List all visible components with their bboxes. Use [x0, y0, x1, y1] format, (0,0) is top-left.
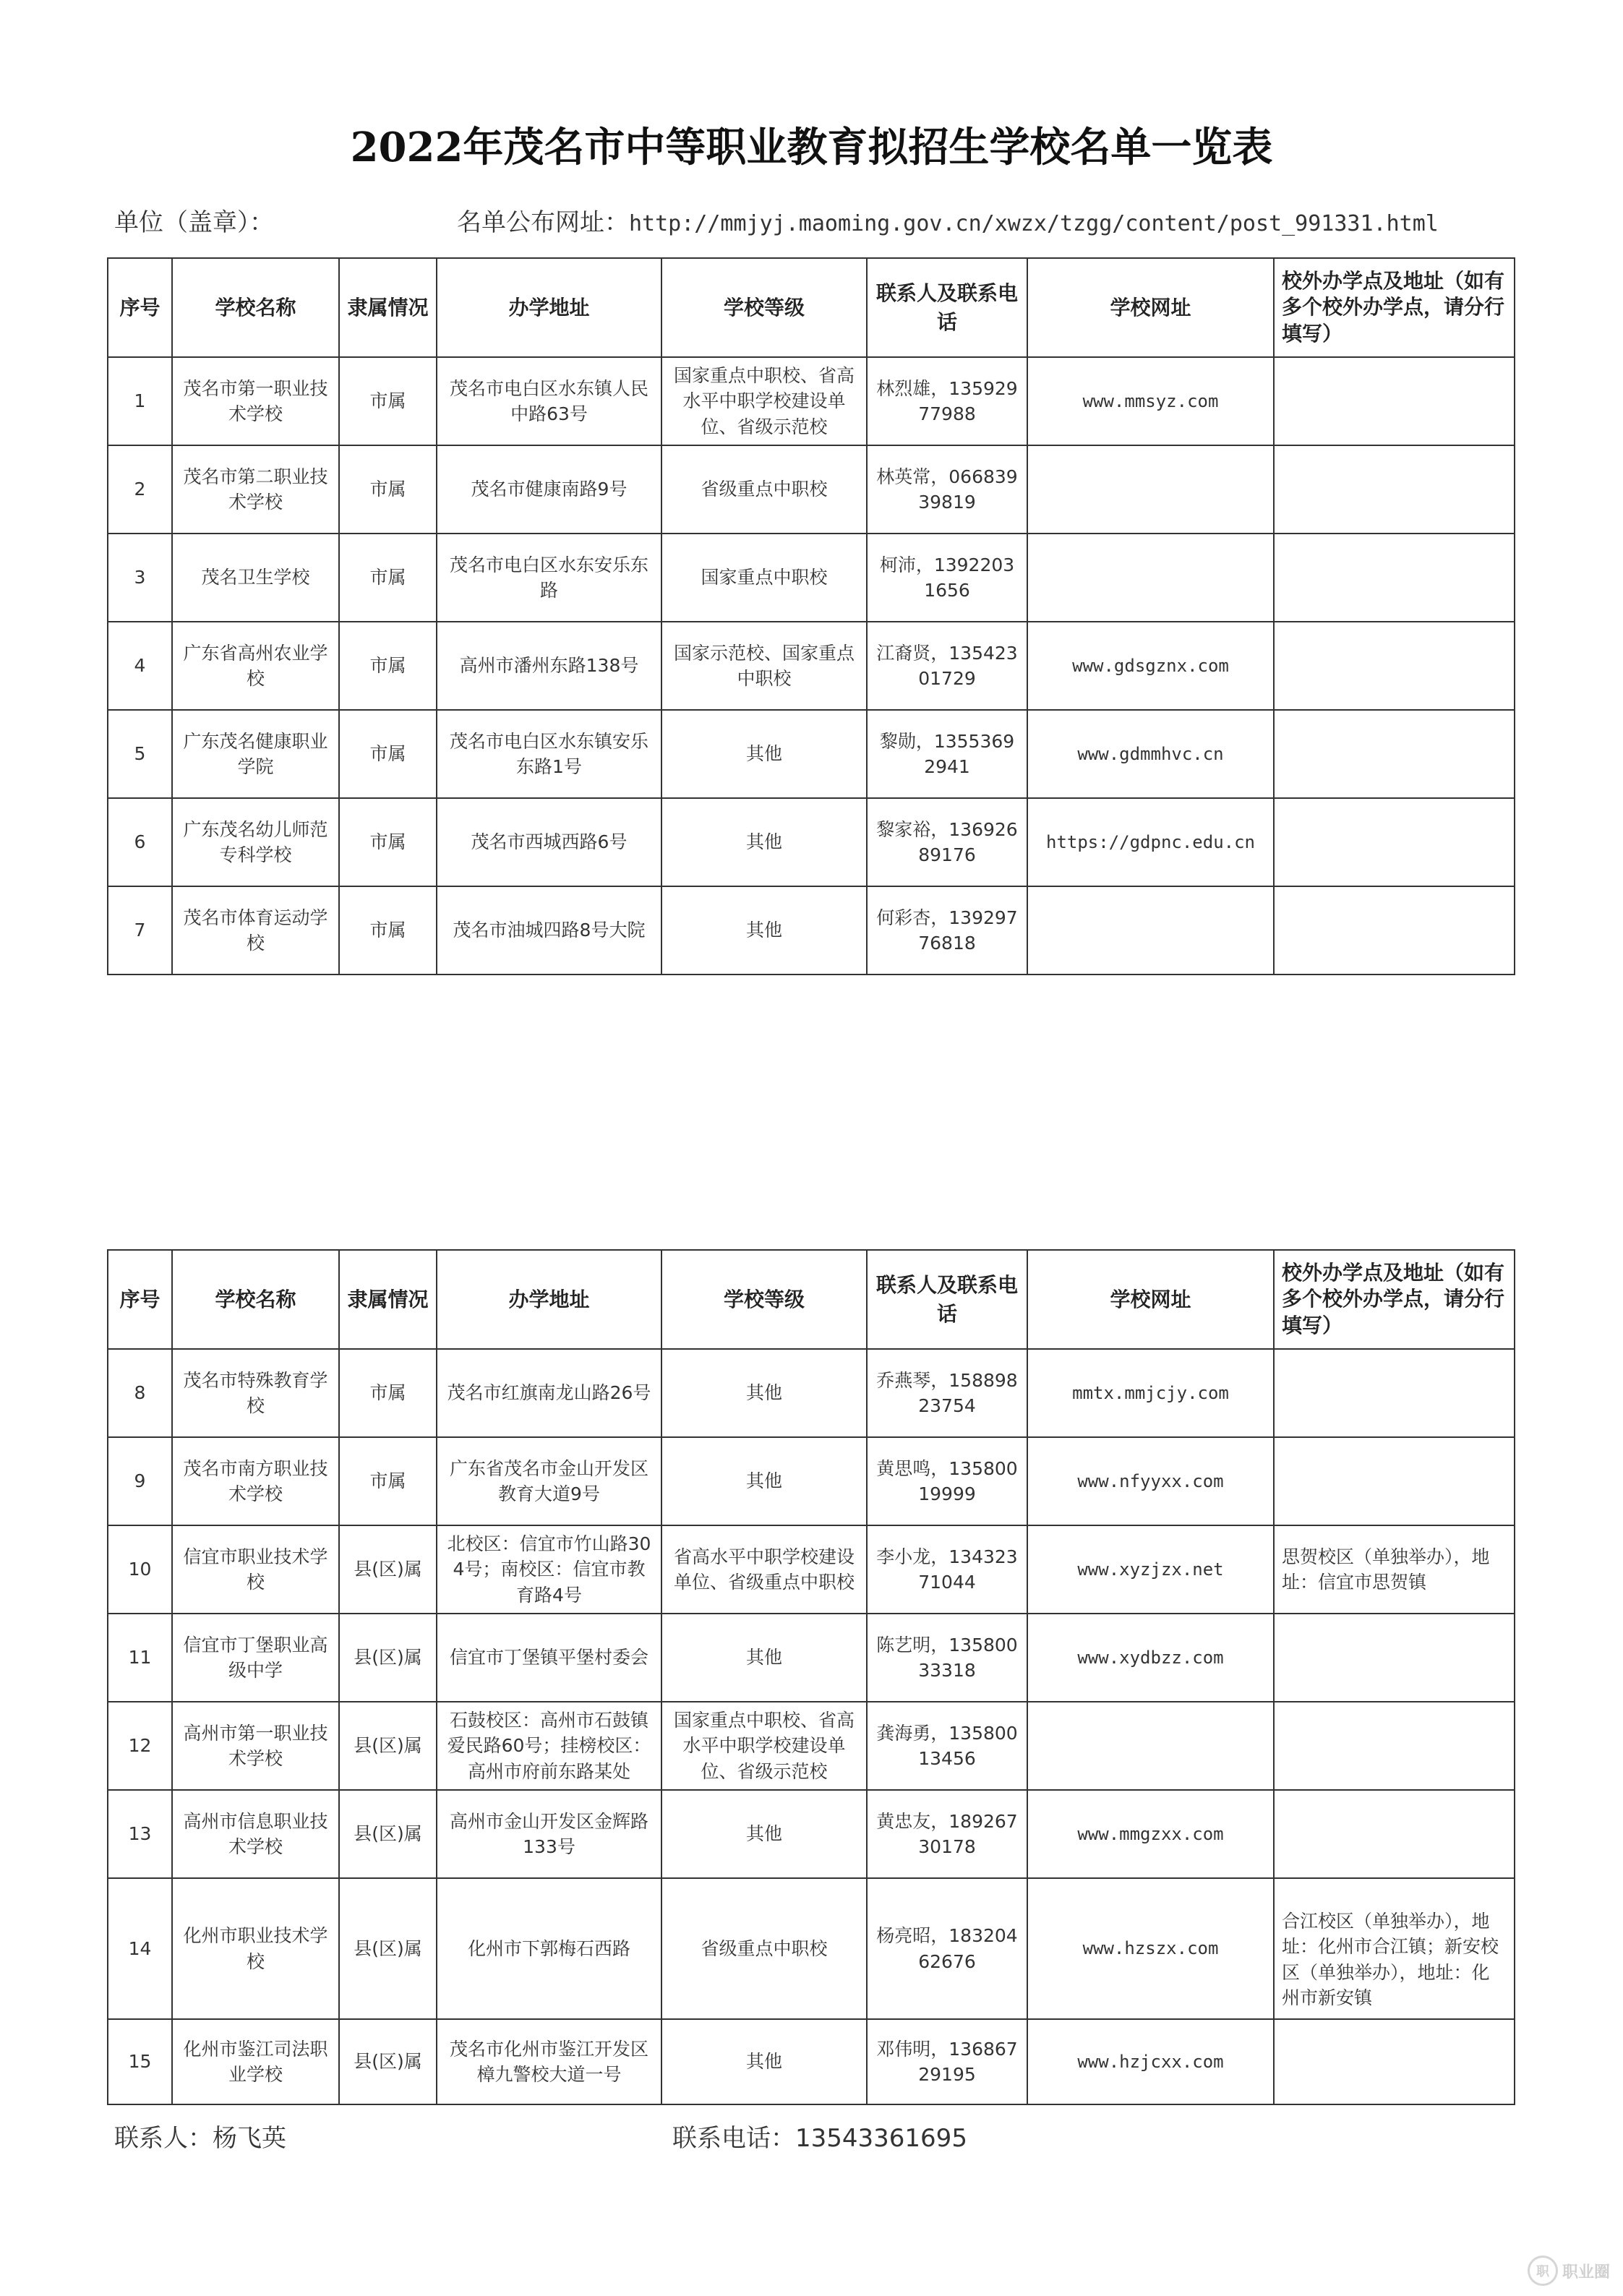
watermark-logo-icon: 职 [1528, 2256, 1558, 2286]
cell-contact-text: 林烈雄，13592977988 [876, 377, 1018, 424]
cell-contact-text: 林英常，06683939819 [876, 466, 1018, 513]
cell-no [108, 1525, 172, 1614]
cell-affiliation-text: 市属 [369, 920, 406, 941]
cell-level-text: 其他 [745, 920, 782, 941]
cell-contact [867, 1702, 1027, 1790]
footer-phone-label: 联系电话： [672, 2124, 795, 2153]
cell-level-text: 其他 [745, 1823, 782, 1845]
cell-offsite [1274, 2019, 1515, 2104]
cell-no [108, 798, 172, 886]
cell-level [661, 357, 867, 445]
cell-website-text[interactable]: www.xydbzz.com [1077, 1647, 1224, 1668]
cell-affiliation [339, 445, 437, 534]
cell-school-name [172, 1702, 339, 1790]
cell-level-text: 国家重点中职校 [701, 567, 828, 588]
cell-affiliation [339, 1702, 437, 1790]
cell-no [108, 710, 172, 798]
cell-no-text: 11 [128, 1647, 152, 1669]
cell-no [108, 357, 172, 445]
cell-contact [867, 1437, 1027, 1525]
cell-level-text: 其他 [745, 1470, 782, 1492]
cell-affiliation [339, 622, 437, 710]
header-level: 学校等级 [661, 1250, 867, 1349]
header-address: 办学地址 [437, 258, 661, 357]
cell-no [108, 2019, 172, 2104]
cell-website[interactable] [1027, 622, 1274, 710]
cell-no-text: 2 [134, 479, 146, 500]
publish-url-label: 名单公布网址： [457, 208, 629, 237]
cell-level-text: 国家重点中职校、省高水平中职学校建设单位、省级示范校 [673, 1709, 855, 1782]
cell-level [661, 886, 867, 974]
cell-contact [867, 1614, 1027, 1702]
cell-website-text[interactable]: www.nfyyxx.com [1077, 1470, 1224, 1491]
cell-website[interactable] [1027, 1790, 1274, 1878]
cell-website[interactable] [1027, 1437, 1274, 1525]
table-row [108, 534, 1515, 622]
cell-offsite [1274, 798, 1515, 886]
cell-affiliation-text: 市属 [369, 1470, 406, 1492]
cell-address [437, 798, 661, 886]
cell-address-text: 北校区：信宜市竹山路304号；南校区：信宜市教育路4号 [447, 1533, 651, 1606]
cell-school-name [172, 2019, 339, 2104]
cell-school-name [172, 710, 339, 798]
header-address: 办学地址 [437, 1250, 661, 1349]
cell-school-name-text: 茂名市第一职业技术学校 [183, 377, 328, 424]
cell-offsite [1274, 1437, 1515, 1525]
cell-level-text: 其他 [745, 2051, 782, 2073]
cell-website[interactable] [1027, 2019, 1274, 2104]
cell-school-name-text: 茂名卫生学校 [201, 567, 310, 588]
table-row [108, 622, 1515, 710]
school-table-part2 [107, 1249, 1515, 2105]
header-contact: 联系人及联系电话 [867, 1250, 1027, 1349]
cell-contact-text: 何彩杏，13929776818 [876, 907, 1018, 954]
footer-contact-name: 杨飞英 [213, 2124, 286, 2153]
cell-contact [867, 1878, 1027, 2019]
cell-contact-text: 李小龙，13432371044 [876, 1546, 1018, 1593]
cell-contact-text: 邓伟明，13686729195 [876, 2038, 1018, 2085]
publish-url[interactable]: http://mmjyj.maoming.gov.cn/xwzx/tzgg/content/post_991331.html [629, 211, 1439, 236]
cell-contact-text: 杨亮昭，18320462676 [876, 1925, 1018, 1972]
cell-affiliation [339, 1614, 437, 1702]
cell-address [437, 2019, 661, 2104]
footer-contact-label: 联系人： [114, 2124, 213, 2153]
cell-website[interactable] [1027, 710, 1274, 798]
cell-contact [867, 1525, 1027, 1614]
cell-contact-text: 陈艺明，13580033318 [876, 1634, 1018, 1681]
cell-no-text: 8 [134, 1382, 146, 1404]
cell-no [108, 622, 172, 710]
cell-contact [867, 445, 1027, 534]
cell-school-name-text: 信宜市丁堡职业高级中学 [183, 1634, 328, 1681]
header-level: 学校等级 [661, 258, 867, 357]
cell-affiliation-text: 市属 [369, 743, 406, 765]
table-row [108, 1437, 1515, 1525]
cell-level [661, 2019, 867, 2104]
cell-no-text: 14 [128, 1937, 152, 1959]
cell-affiliation-text: 市属 [369, 390, 406, 412]
cell-website[interactable] [1027, 445, 1274, 534]
header-affiliation: 隶属情况 [339, 258, 437, 357]
cell-affiliation-text: 市属 [369, 655, 406, 677]
cell-school-name-text: 高州市信息职业技术学校 [183, 1810, 328, 1857]
table-row [108, 1790, 1515, 1878]
cell-address [437, 445, 661, 534]
cell-offsite [1274, 1790, 1515, 1878]
cell-no [108, 886, 172, 974]
cell-address-text: 茂名市电白区水东安乐东路 [449, 554, 648, 601]
cell-no-text: 7 [134, 920, 146, 941]
cell-affiliation-text: 市属 [369, 567, 406, 588]
cell-contact [867, 534, 1027, 622]
cell-website-text[interactable]: mmtx.mmjcjy.com [1072, 1382, 1229, 1403]
cell-website[interactable] [1027, 798, 1274, 886]
cell-affiliation [339, 710, 437, 798]
cell-address [437, 710, 661, 798]
cell-address-text: 高州市金山开发区金辉路133号 [449, 1810, 648, 1857]
cell-school-name [172, 1437, 339, 1525]
cell-contact-text: 柯沛，13922031656 [879, 554, 1015, 601]
cell-affiliation-text: 县(区)属 [354, 2051, 422, 2073]
header-website: 学校网址 [1027, 1250, 1274, 1349]
cell-affiliation-text: 市属 [369, 1382, 406, 1404]
table-row [108, 445, 1515, 534]
cell-school-name-text: 茂名市第二职业技术学校 [183, 466, 328, 513]
table-row [108, 2019, 1515, 2104]
cell-contact [867, 2019, 1027, 2104]
cell-address [437, 534, 661, 622]
cell-level-text: 国家重点中职校、省高水平中职学校建设单位、省级示范校 [673, 364, 855, 437]
cell-school-name-text: 茂名市南方职业技术学校 [183, 1457, 328, 1504]
cell-offsite-text: 合江校区（单独举办），地址：化州市合江镇；新安校区（单独举办），地址：化州市新安镇 [1282, 1910, 1499, 2008]
cell-website[interactable] [1027, 1525, 1274, 1614]
cell-no [108, 1702, 172, 1790]
cell-no-text: 13 [128, 1823, 152, 1845]
cell-contact [867, 357, 1027, 445]
cell-level [661, 1878, 867, 2019]
cell-level-text: 国家示范校、国家重点中职校 [673, 642, 855, 689]
table-row [108, 1525, 1515, 1614]
table-row [108, 1878, 1515, 2019]
cell-website-text[interactable]: www.hzszx.com [1082, 1938, 1219, 1959]
cell-address-text: 茂名市化州市鉴江开发区樟九警校大道一号 [449, 2038, 648, 2085]
cell-school-name [172, 1790, 339, 1878]
cell-no-text: 9 [134, 1470, 146, 1492]
cell-website[interactable] [1027, 1349, 1274, 1437]
cell-website-text[interactable]: www.mmgzxx.com [1077, 1823, 1224, 1844]
table-row [108, 798, 1515, 886]
cell-school-name-text: 广东省高州农业学校 [183, 642, 328, 689]
cell-level [661, 710, 867, 798]
cell-no-text: 12 [128, 1735, 152, 1757]
cell-address [437, 1790, 661, 1878]
cell-no-text: 3 [134, 567, 146, 588]
cell-address-text: 高州市潘州东路138号 [459, 655, 639, 677]
cell-no [108, 1349, 172, 1437]
cell-address [437, 1349, 661, 1437]
cell-address [437, 357, 661, 445]
cell-school-name-text: 茂名市体育运动学校 [183, 907, 328, 954]
watermark [1528, 2256, 1610, 2286]
cell-website-text[interactable]: www.hzjcxx.com [1077, 2051, 1224, 2072]
cell-address-text: 茂名市油城四路8号大院 [453, 920, 646, 941]
cell-level [661, 1614, 867, 1702]
header-no: 序号 [108, 1250, 172, 1349]
cell-contact-text: 江裔贤，13542301729 [876, 642, 1018, 689]
cell-website[interactable] [1027, 357, 1274, 445]
cell-level [661, 1437, 867, 1525]
cell-affiliation-text: 县(区)属 [354, 1647, 422, 1669]
cell-offsite [1274, 445, 1515, 534]
cell-level-text: 其他 [745, 743, 782, 765]
cell-level [661, 1349, 867, 1437]
table-header-row [108, 1250, 1515, 1349]
cell-affiliation-text: 县(区)属 [354, 1937, 422, 1959]
cell-level [661, 1525, 867, 1614]
cell-website-text[interactable]: www.gdsgznx.com [1072, 655, 1229, 676]
cell-affiliation [339, 1349, 437, 1437]
cell-school-name [172, 534, 339, 622]
cell-address-text: 茂名市红旗南龙山路26号 [447, 1382, 651, 1404]
cell-contact [867, 622, 1027, 710]
cell-contact-text: 黎家裕，13692689176 [876, 818, 1018, 865]
footer-phone [672, 2118, 967, 2154]
table-row [108, 1349, 1515, 1437]
cell-website-text[interactable]: www.gdmmhvc.cn [1077, 743, 1224, 764]
cell-school-name-text: 化州市鉴江司法职业学校 [183, 2038, 328, 2085]
cell-school-name [172, 1349, 339, 1437]
cell-no [108, 445, 172, 534]
cell-no [108, 534, 172, 622]
cell-school-name [172, 622, 339, 710]
cell-contact [867, 1790, 1027, 1878]
cell-offsite [1274, 710, 1515, 798]
cell-website[interactable] [1027, 886, 1274, 974]
cell-affiliation [339, 798, 437, 886]
cell-website[interactable] [1027, 1878, 1274, 2019]
cell-offsite [1274, 1525, 1515, 1614]
cell-school-name [172, 798, 339, 886]
cell-website-text[interactable]: www.xyzjzx.net [1077, 1559, 1224, 1580]
cell-affiliation [339, 2019, 437, 2104]
cell-address-text: 石鼓校区：高州市石鼓镇爱民路60号；挂榜校区：高州市府前东路某处 [447, 1709, 651, 1782]
publish-url-line [457, 202, 1439, 238]
table-header-row [108, 258, 1515, 357]
cell-school-name [172, 1525, 339, 1614]
cell-no-text: 6 [134, 831, 146, 853]
cell-affiliation [339, 1525, 437, 1614]
cell-level-text: 其他 [745, 831, 782, 853]
cell-level [661, 1702, 867, 1790]
cell-address [437, 1437, 661, 1525]
cell-offsite [1274, 886, 1515, 974]
cell-contact [867, 886, 1027, 974]
cell-school-name-text: 茂名市特殊教育学校 [183, 1369, 328, 1416]
cell-offsite [1274, 534, 1515, 622]
cell-offsite [1274, 622, 1515, 710]
cell-address [437, 886, 661, 974]
cell-no-text: 1 [134, 390, 146, 412]
cell-level [661, 445, 867, 534]
header-no: 序号 [108, 258, 172, 357]
cell-school-name [172, 886, 339, 974]
cell-affiliation [339, 534, 437, 622]
cell-contact [867, 710, 1027, 798]
cell-website[interactable] [1027, 534, 1274, 622]
cell-school-name [172, 357, 339, 445]
cell-affiliation [339, 886, 437, 974]
cell-level-text: 省级重点中职校 [701, 1937, 828, 1959]
cell-affiliation-text: 县(区)属 [354, 1823, 422, 1845]
cell-website-text[interactable]: https://gdpnc.edu.cn [1046, 831, 1255, 852]
cell-website[interactable] [1027, 1702, 1274, 1790]
cell-no-text: 10 [128, 1559, 152, 1580]
cell-no-text: 5 [134, 743, 146, 765]
header-offsite: 校外办学点及地址（如有多个校外办学点，请分行填写） [1274, 258, 1515, 357]
header-website: 学校网址 [1027, 258, 1274, 357]
cell-address-text: 茂名市西城西路6号 [471, 831, 628, 853]
cell-address-text: 信宜市丁堡镇平堡村委会 [449, 1647, 648, 1669]
cell-address [437, 622, 661, 710]
header-school-name: 学校名称 [172, 258, 339, 357]
cell-offsite [1274, 1878, 1515, 2019]
cell-school-name-text: 信宜市职业技术学校 [183, 1546, 328, 1593]
cell-address-text: 广东省茂名市金山开发区教育大道9号 [449, 1457, 648, 1504]
watermark-text: 职业圈 [1562, 2263, 1610, 2282]
cell-affiliation [339, 1878, 437, 2019]
cell-affiliation-text: 市属 [369, 831, 406, 853]
cell-school-name [172, 1614, 339, 1702]
school-table-part1 [107, 257, 1515, 975]
cell-affiliation-text: 市属 [369, 479, 406, 500]
cell-offsite-text: 思贺校区（单独举办），地址：信宜市思贺镇 [1282, 1546, 1490, 1593]
cell-school-name-text: 广东茂名幼儿师范专科学校 [183, 818, 328, 865]
cell-address [437, 1878, 661, 2019]
unit-stamp-label: 单位（盖章）： [114, 208, 274, 237]
cell-no [108, 1437, 172, 1525]
cell-contact-text: 黄思鸣，13580019999 [876, 1457, 1018, 1504]
cell-level-text: 其他 [745, 1382, 782, 1404]
header-affiliation: 隶属情况 [339, 1250, 437, 1349]
cell-no-text: 4 [134, 655, 146, 677]
table-row [108, 357, 1515, 445]
cell-no-text: 15 [128, 2051, 152, 2073]
table-row [108, 1702, 1515, 1790]
cell-offsite [1274, 1349, 1515, 1437]
cell-offsite [1274, 1614, 1515, 1702]
cell-affiliation [339, 357, 437, 445]
cell-school-name [172, 445, 339, 534]
cell-affiliation-text: 县(区)属 [354, 1559, 422, 1580]
cell-contact-text: 黄忠友，18926730178 [876, 1810, 1018, 1857]
cell-affiliation-text: 县(区)属 [354, 1735, 422, 1757]
cell-level [661, 798, 867, 886]
cell-no [108, 1878, 172, 2019]
cell-website[interactable] [1027, 1614, 1274, 1702]
cell-address [437, 1525, 661, 1614]
header-school-name: 学校名称 [172, 1250, 339, 1349]
cell-offsite [1274, 1702, 1515, 1790]
table-row [108, 710, 1515, 798]
cell-contact-text: 龚海勇，13580013456 [876, 1722, 1018, 1769]
cell-level-text: 省高水平中职学校建设单位、省级重点中职校 [673, 1546, 855, 1593]
cell-offsite [1274, 357, 1515, 445]
cell-school-name-text: 高州市第一职业技术学校 [183, 1722, 328, 1769]
footer-contact [114, 2118, 286, 2154]
cell-level [661, 534, 867, 622]
cell-school-name-text: 化州市职业技术学校 [183, 1925, 328, 1972]
cell-address [437, 1702, 661, 1790]
cell-school-name-text: 广东茂名健康职业学院 [183, 730, 328, 777]
cell-no [108, 1790, 172, 1878]
cell-affiliation [339, 1437, 437, 1525]
header-offsite: 校外办学点及地址（如有多个校外办学点，请分行填写） [1274, 1250, 1515, 1349]
table-row [108, 1614, 1515, 1702]
cell-contact [867, 1349, 1027, 1437]
cell-address [437, 1614, 661, 1702]
footer-phone-number: 13543361695 [795, 2124, 967, 2153]
header-contact: 联系人及联系电话 [867, 258, 1027, 357]
table-row [108, 886, 1515, 974]
cell-contact [867, 798, 1027, 886]
cell-school-name [172, 1878, 339, 2019]
cell-level [661, 1790, 867, 1878]
cell-contact-text: 乔燕琴，15889823754 [876, 1369, 1018, 1416]
cell-contact-text: 黎勋，13553692941 [879, 730, 1015, 777]
cell-level-text: 省级重点中职校 [701, 479, 828, 500]
cell-address-text: 茂名市电白区水东镇安乐东路1号 [449, 730, 648, 777]
cell-address-text: 茂名市电白区水东镇人民中路63号 [449, 377, 648, 424]
cell-address-text: 化州市下郭梅石西路 [467, 1937, 630, 1959]
cell-website-text[interactable]: www.mmsyz.com [1082, 390, 1219, 411]
cell-address-text: 茂名市健康南路9号 [471, 479, 628, 500]
cell-level-text: 其他 [745, 1647, 782, 1669]
cell-affiliation [339, 1790, 437, 1878]
cell-level [661, 622, 867, 710]
document-title: 2022年茂名市中等职业教育拟招生学校名单一览表 [350, 124, 1273, 171]
cell-no [108, 1614, 172, 1702]
